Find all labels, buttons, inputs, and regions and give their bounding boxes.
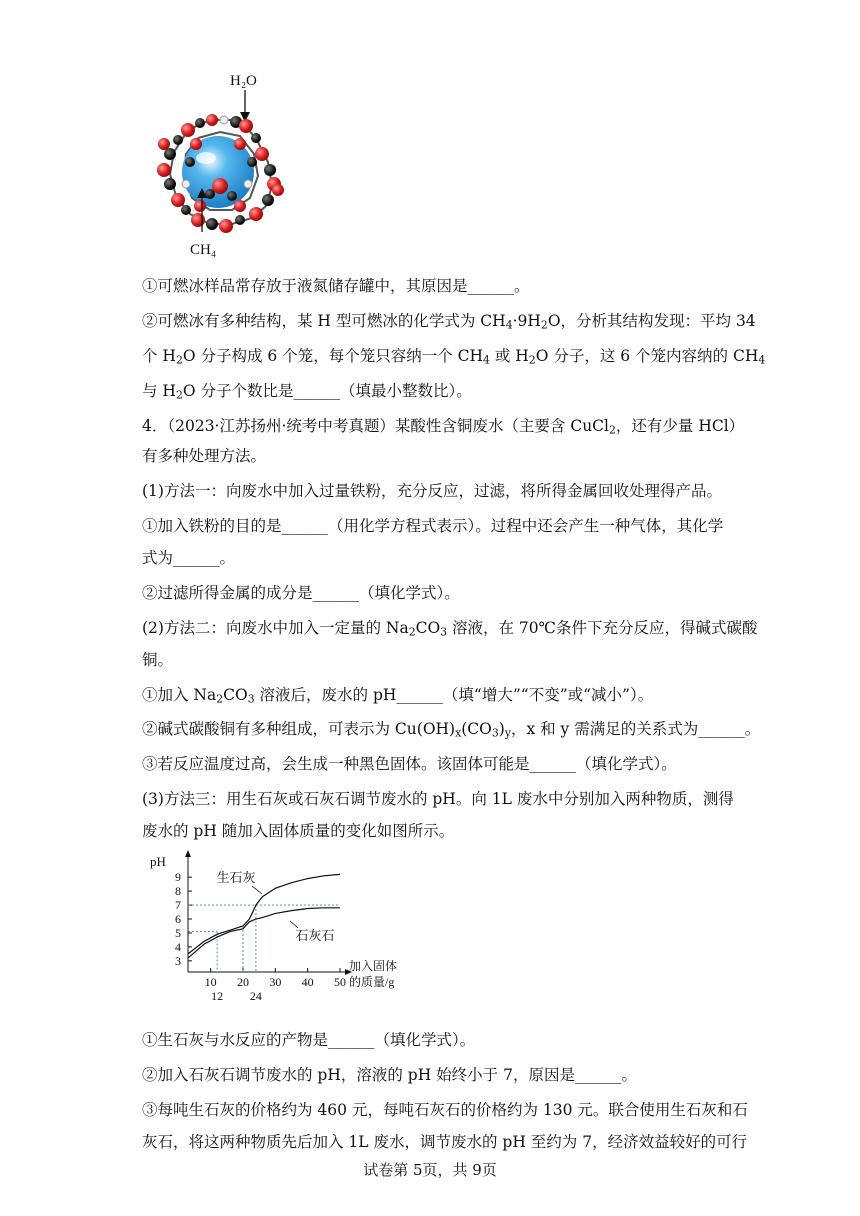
text-line: 有多种处理方法。 — [142, 447, 267, 465]
text-line: ②加入石灰石调节废水的 pH，溶液的 pH 始终小于 7，原因是______。 — [142, 1066, 637, 1084]
text-line: 与 $H_2O$ 分子个数比是______（填最小整数比）。 — [142, 382, 472, 402]
ph-chart — [140, 848, 400, 1014]
text-line: 灰石，将这两种物质先后加入 1L 废水，调节废水的 pH 至约为 7，经济效益较好的可行 — [142, 1133, 748, 1151]
subscript: y — [504, 726, 511, 740]
subscript: 2 — [216, 692, 224, 706]
y-tick-label: 3 — [175, 953, 181, 968]
text-line: 式为______。 — [142, 549, 236, 567]
subscript: 3 — [247, 692, 255, 706]
y-axis-label: pH — [150, 854, 166, 869]
subscript: 2 — [408, 625, 416, 639]
subscript: 2 — [540, 318, 548, 332]
text-line: 铜。 — [142, 651, 174, 669]
y-tick-label: 6 — [175, 912, 181, 926]
text-line: ①生石灰与水反应的产物是______（填化学式）。 — [142, 1031, 476, 1049]
text-line: ③若反应温度过高，会生成一种黑色固体。该固体可能是______（填化学式）。 — [142, 755, 677, 773]
text-line: ②可燃冰有多种结构，某 H 型可燃冰的化学式为 $CH_4\cdot 9H_2O$，分析其结构发现：平均 34 — [142, 312, 756, 332]
x-axis-label-2: 的质量/g — [349, 975, 395, 989]
y-tick-label: 7 — [175, 898, 181, 913]
subscript: 4 — [758, 353, 766, 367]
subscript: 4 — [483, 353, 490, 367]
y-tick-label: 9 — [175, 870, 181, 885]
text-line: ①可燃冰样品常存放于液氮储存罐中，其原因是______。 — [142, 277, 530, 295]
subscript: 2 — [175, 388, 183, 402]
text-line: (1)方法一：向废水中加入过量铁粉，充分反应，过滤，将所得金属回收处理得产品。 — [142, 482, 722, 500]
text-line: 4．（2023·江苏扬州·统考中考真题）某酸性含铜废水（主要含 CuCl$_2$，还有少量 HCl） — [142, 417, 745, 437]
x-mark-label: 24 — [249, 989, 262, 1003]
ch4-label: CH₄ — [190, 242, 217, 258]
text-line: 个 $H_2O$ 分子构成 6 个笼，每个笼只容纳一个 $CH_4$ 或 $H_2O$ 分子，这 6 个笼内容纳的 $CH_4$ — [142, 347, 766, 367]
series-label-limestone: 石灰石 — [295, 928, 335, 943]
y-tick-label: 8 — [175, 884, 181, 899]
subscript: 2 — [528, 353, 536, 367]
text-line: ②过滤所得金属的成分是______（填化学式）。 — [142, 584, 460, 602]
subscript: 4 — [505, 318, 513, 332]
x-tick-label: 40 — [301, 975, 314, 989]
subscript: x — [455, 726, 462, 740]
subscript: 3 — [491, 726, 499, 740]
series-leader-quicklime — [252, 886, 262, 894]
subscript: 3 — [440, 625, 448, 639]
x-mark-label: 12 — [211, 989, 224, 1003]
x-tick-label: 30 — [269, 975, 282, 989]
series-leader-limestone — [290, 921, 298, 928]
subscript: 2 — [609, 423, 616, 437]
page-footer: 试卷第 5页，共 9页 — [363, 1161, 497, 1179]
y-axis-arrow — [185, 850, 191, 857]
text-line: (3)方法三：用生石灰或石灰石调节废水的 pH。向 1L 废水中分别加入两种物质，测得 — [142, 790, 734, 808]
x-tick-label: 10 — [204, 975, 217, 989]
subscript: 2 — [175, 353, 183, 367]
x-tick-label: 50 — [334, 975, 346, 989]
text-line: ③每吨生石灰的价格约为 460 元，每吨石灰石的价格约为 130 元。联合使用生石灰和石 — [142, 1101, 748, 1119]
hydrate-cage-figure — [140, 60, 300, 265]
y-tick-label: 4 — [175, 939, 181, 954]
text-line: (2)方法二：向废水中加入一定量的 $Na_2CO_3$ 溶液，在 70℃条件下充分反应，得碱式碳酸 — [142, 619, 758, 639]
x-tick-label: 20 — [236, 975, 249, 989]
x-axis-label-1: 加入固体 — [349, 959, 398, 973]
text-line: ①加入铁粉的目的是______（用化学方程式表示）。过程中还会产生一种气体，其化学 — [142, 517, 724, 535]
series-label-quicklime: 生石灰 — [216, 870, 256, 885]
text-line: 废水的 pH 随加入固体质量的变化如图所示。 — [142, 822, 455, 840]
y-tick-label: 5 — [175, 925, 181, 940]
h2o-label: H₂O — [230, 73, 257, 89]
text-line: ①加入 $Na_2CO_3$ 溶液后，废水的 pH______（填“增大”“不变”或“减小”）。 — [142, 686, 654, 706]
text-line: ②碱式碳酸铜有多种组成，可表示为 $Cu(OH)_x(CO_3)_y$，x 和 y 需满足的关系式为______。 — [142, 720, 761, 740]
